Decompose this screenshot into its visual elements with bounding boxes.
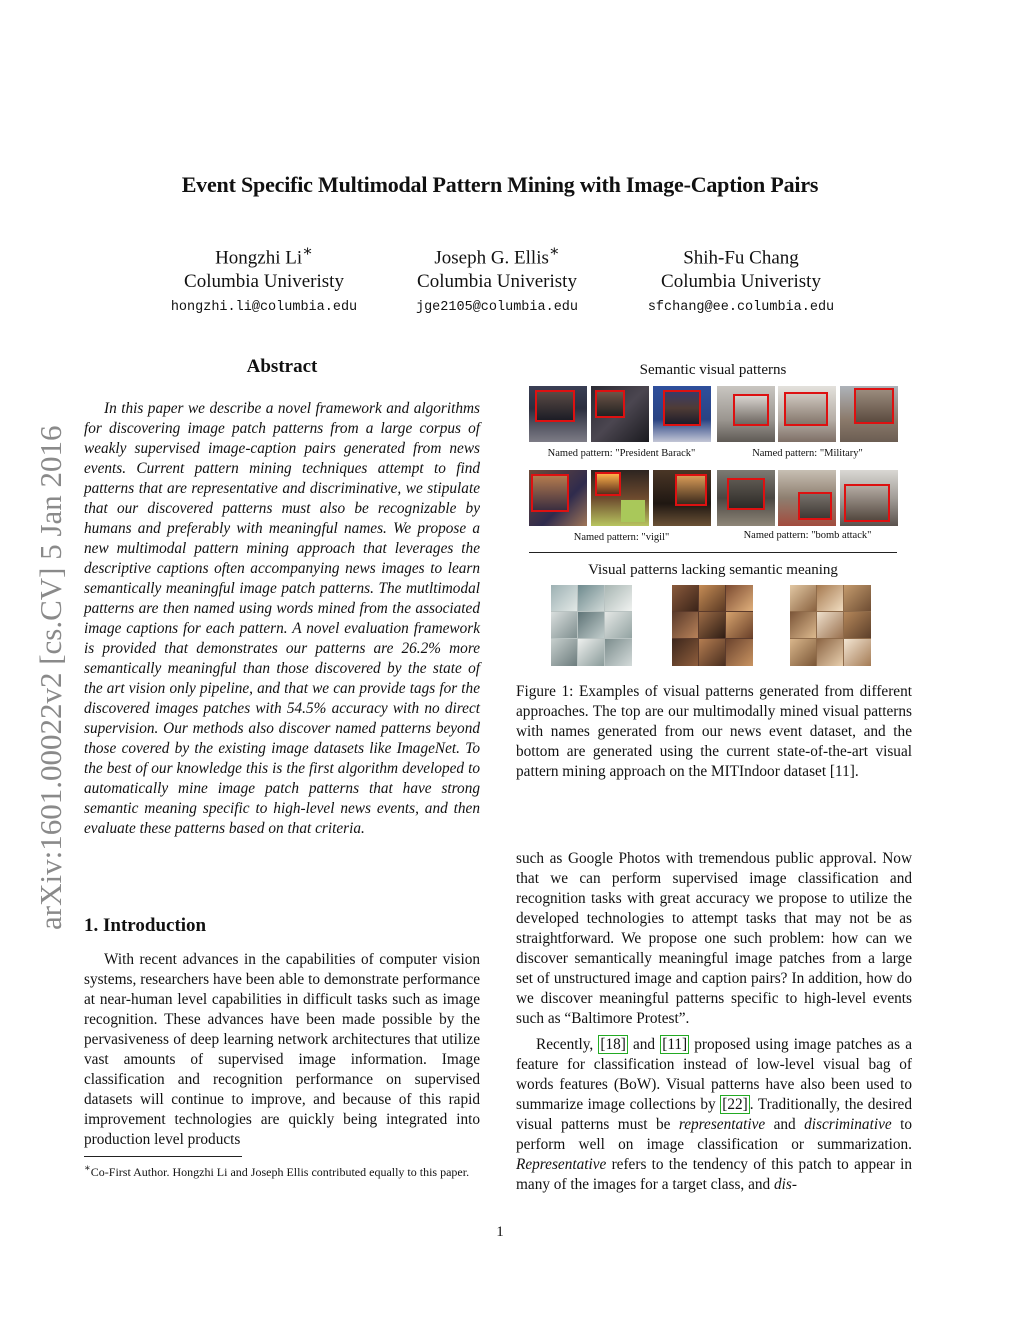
figure-image-bomb-3 [840, 470, 898, 526]
figure-image-military-2 [778, 386, 836, 442]
abstract-heading: Abstract [246, 356, 318, 377]
author-affiliation: Columbia Univeristy [417, 271, 577, 293]
pattern-patch [784, 392, 828, 426]
right-column-text [516, 849, 912, 1201]
named-pattern-label-bomb: Named pattern: "bomb attack" [743, 530, 872, 541]
pattern-patch [535, 390, 575, 422]
figure-image-vigil-3 [653, 470, 711, 526]
figure-image-indoor-grid-3 [790, 585, 871, 666]
figure-image-president-2 [591, 386, 649, 442]
author-affiliation: Columbia Univeristy [184, 271, 344, 293]
pattern-patch [798, 492, 832, 520]
citation-link[interactable]: [11] [662, 1036, 688, 1053]
footnote [84, 1161, 480, 1180]
citation-link[interactable]: [18] [600, 1036, 626, 1053]
citation-link[interactable]: [22] [722, 1096, 748, 1113]
named-pattern-label-military: Named pattern: "Military" [752, 448, 863, 459]
abstract-text: In this paper we describe a novel framework and algorithms for discovering image patch patterns from a large corpus of weakly supervised image-caption pairs generated from news events. Current pattern mining techniques attempt to find patterns that are representative and discriminative, we stipulate that our discovered patterns must also be recognizable by humans and preferably with meaningful names. We propose a new multimodal pattern mining approach that leverages the descriptive captions often accompanying news images to learn semantically meaningful image patch patterns. The mutltimodal patterns are then named using words mined from the associated image captions for each pattern. A novel evaluation framework is provided that demonstrates our patterns are 26.2% more semantically meaningful than those discovered by the state of the art vision only pipeline, and that we can provide tags for the discovered images patches with 54.5% accuracy with no direct supervision. Our methods also discover named patterns beyond those covered by the existing image datasets like ImageNet. To the best of our knowledge this is the first algorithm developed to automatically mine image patch patterns that have strong semantic meaning specific to high-level news events, and then evaluate these patterns based on that criteria. [84, 400, 480, 837]
figure-divider [529, 552, 897, 553]
author-name: Shih-Fu Chang [683, 247, 799, 269]
author-name: Joseph G. Ellis∗ [434, 243, 560, 269]
footnote-rule [84, 1156, 242, 1157]
paper-title: Event Specific Multimodal Pattern Mining with Image-Caption Pairs [181, 172, 819, 197]
pattern-patch [663, 390, 701, 426]
pattern-patch [675, 474, 707, 506]
author-email: sfchang@ee.columbia.edu [647, 300, 835, 316]
pattern-patch [844, 484, 890, 522]
figure-top-label: Semantic visual patterns [639, 362, 787, 378]
figure-image-bomb-2 [778, 470, 836, 526]
pattern-patch [727, 478, 765, 510]
arxiv-stamp: arXiv:1601.00022v2 [cs.CV] 5 Jan 2016 [33, 425, 68, 930]
section-heading-introduction: 1. Introduction [84, 915, 207, 936]
author-name: Hongzhi Li∗ [215, 243, 313, 269]
author-block-3 [611, 240, 871, 315]
right-paragraph-1: such as Google Photos with tremendous public approval. Now that we can perform supervised image classification and recognition tasks with great accuracy we propose to utilize the developed technologies to attempt tasks that may not be as straightforward. We propose one such problem: how can we discover semantically meaningful image patches from a large set of unstructured image and caption pairs? In addition, how do we discover meaningful patterns specific to high-level events such as “Baltimore Protest”. [516, 850, 912, 1027]
pattern-patch [595, 390, 625, 418]
pattern-patch [854, 388, 894, 424]
figure-bottom-label: Visual patterns lacking semantic meaning [588, 562, 838, 578]
footnote-text: Co-First Author. Hongzhi Li and Joseph Ellis contributed equally to this paper. [90, 1165, 470, 1179]
note-card [621, 500, 645, 522]
right-paragraph-2: Recently, [18] and [11] proposed using image patches as a feature for classification instead of low-level visual bag of words features (BoW). Visual patterns have also been used to summarize image collections by [22] . Traditionally, the desired visual patterns must be representative and discriminative to perform well on image classification or summarization. Representative refers to the tendency of this patch to appear in many of the images for a target class, and dis- [516, 1036, 912, 1193]
intro-paragraph: With recent advances in the capabilities of computer vision systems, researchers have been able to demonstrate performance at near-human level capabilities in difficult tasks such as image recognition. These advances have been made possible by the pervasiveness of deep learning network architectures that utilize vast amounts of supervised image information. Image classification and recognition performance on supervised datasets will continue to improve, and because of this rapid improvement technologies are quickly being integrated into production level products [84, 951, 480, 1148]
pattern-patch [733, 394, 769, 426]
author-email: hongzhi.li@columbia.edu [170, 300, 358, 316]
pattern-patch [595, 472, 621, 496]
figure-caption: Figure 1: Examples of visual patterns generated from different approaches. The top are our multimodally mined visual patterns with names generated from our news event dataset, and the bottom are generated using the current state-of-the-art visual pattern mining approach on the MITIndoor dataset [11]. [516, 683, 912, 780]
figure-image-military-3 [840, 386, 898, 442]
author-block-2 [367, 240, 627, 315]
footnote-mark: ∗ [84, 1163, 91, 1174]
author-affiliation: Columbia Univeristy [661, 271, 821, 293]
author-block-1 [134, 240, 394, 315]
named-pattern-label-vigil: Named pattern: "vigil" [573, 532, 670, 543]
figure-image-president-3 [653, 386, 711, 442]
pattern-patch [531, 474, 569, 512]
figure-image-military-1 [717, 386, 775, 442]
named-pattern-label-president: Named pattern: "President Barack" [547, 448, 696, 459]
figure-image-indoor-grid-2 [672, 585, 753, 666]
page-number: 1 [496, 1224, 504, 1240]
figure-image-vigil-2 [591, 470, 649, 526]
figure-image-bomb-1 [717, 470, 775, 526]
author-email: jge2105@columbia.edu [415, 300, 579, 316]
figure-image-president-1 [529, 386, 587, 442]
figure-image-indoor-grid-1 [551, 585, 632, 666]
figure-image-vigil-1 [529, 470, 587, 526]
